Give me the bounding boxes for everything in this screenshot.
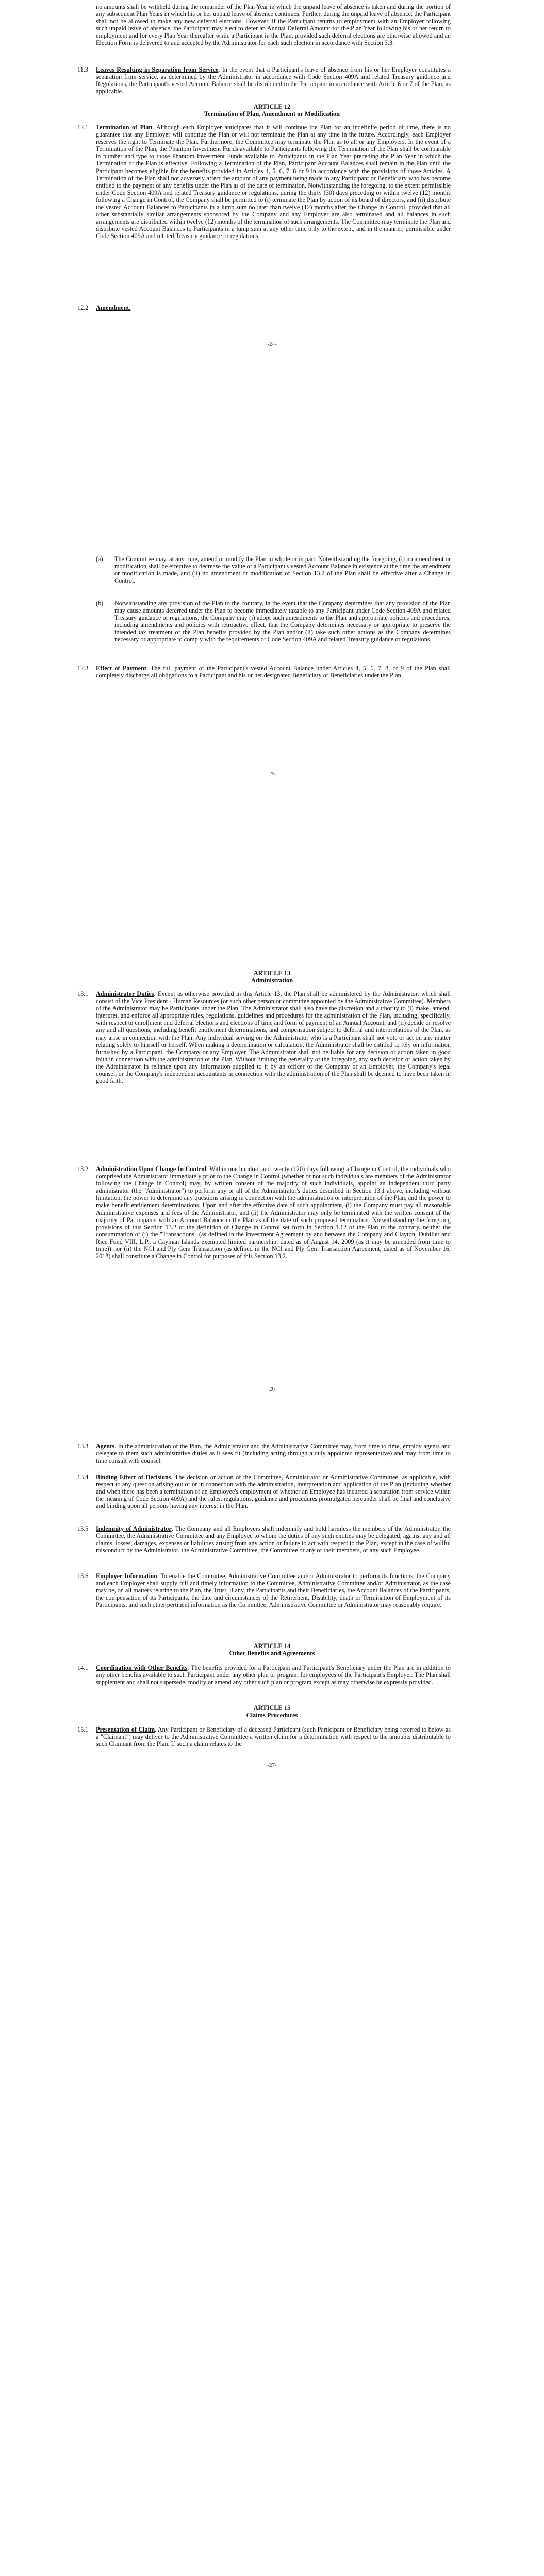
section-13-3-title: Agents	[96, 1443, 114, 1450]
section-12-2-a: The Committee may, at any time, amend or modify the Plan in whole or in part. Notwithstanding the foregoing, (i) no amendment or modification shall be effective to decrease the value of a Participant's vested Account Balance in existence at the time the amendment or modification is made, and (ii) no amendment or modification of Section 13.2 of the Plan shall be effective after a Change in Control.	[114, 555, 451, 585]
section-12-2-b-number: (b)	[96, 600, 104, 607]
section-12-2-number: 12.2	[77, 304, 89, 311]
article-12-label: ARTICLE 12	[253, 103, 291, 110]
article-12-title: Termination of Plan, Amendment or Modification	[204, 110, 340, 117]
section-13-4-text: . The decision or action of the Committee, Administrator or Administrative Committee, as applicable, with respect to any question arising out of or in connection with the administration, interpretation and application of the Plan (including whether and when there has been a termination of an Employee's employment or whether an Employee has incurred a separation from service within the meaning of Code Section 409A) and the rules, regulations, guidance and procedures promulgated hereunder shall be final and conclusive and binding upon all persons having any interest in the Plan.	[96, 1473, 451, 1510]
page-number: -24-	[267, 341, 277, 347]
section-14-1-number: 14.1	[77, 1664, 89, 1671]
section-12-3-title: Effect of Payment	[96, 665, 146, 672]
section-14-1	[96, 1664, 451, 1686]
article-14-title: Other Benefits and Agreements	[229, 1650, 315, 1657]
section-15-1-number: 15.1	[77, 1726, 89, 1733]
section-12-1	[96, 124, 451, 240]
section-13-6	[96, 1572, 451, 1608]
section-13-1	[96, 990, 451, 1084]
section-13-6-title: Employer Information	[96, 1572, 157, 1580]
section-15-1	[96, 1726, 451, 1748]
page-number: -26-	[267, 1386, 277, 1392]
section-12-3-text: . The full payment of the Participant's vested Account Balance under Articles 4, 5, 6, 7, 8, or 9 of the Plan shall completely discharge all obligations to a Participant and his or her designated Beneficiary or Beneficiaries under the Plan.	[96, 665, 451, 680]
section-13-6-number: 13.6	[77, 1572, 89, 1580]
section-13-1-text: . Except as otherwise provided in this Article 13, the Plan shall be administered by the Administrator, which shall consist of the Vice President - Human Resources (or such other person or committee appointed by the Administrative Committee). Members of the Administrator may be Participants under the Plan. The Administrator shall also have the discretion and authority to (i) make, amend, interpret, and enforce all appropriate rules, regulations, guidelines and procedures for the administration of the Plan, including, specifically, with respect to enrollment and deferral elections and elections of time and form of payment of an Annual Account, and (ii) decide or resolve any and all questions, including benefit entitlement determinations, and compensation subject to deferral and interpretations of the Plan, as may arise in connection with the Plan. Any individual serving on the Administrator who is a Participant shall not vote or act on any matter relating solely to himself or herself. When making a determination or calculation, the Administrator shall be entitled to rely on information furnished by a Participant, the Company or any Employer. The Administrator shall not be liable for any decision or action taken in good faith in connection with the administration of the Plan. Without limiting the generality of the foregoing, any such decision or action taken by the Administrator in reliance upon any information supplied to it by an officer of the Company or an Employer, the Company's legal counsel, or the Company's independent accountants in connection with the administration of the Plan shall be deemed to have been taken in good faith.	[96, 990, 451, 1085]
page-number: -27-	[267, 1762, 277, 1768]
section-11-3-title: Leaves Resulting in Separation from Service	[96, 66, 219, 73]
section-13-3-text: . In the administration of the Plan, the Administrator and the Administrative Committee may, from time to time, employ agents and delegate to them such administrative duties as it sees fit (including acting through a duly appointed representative) and may from time to time consult with counsel.	[96, 1443, 451, 1465]
section-11-3-text: . In the event that a Participant's leave of absence from his or her Employer constitutes a separation from service, as determined by the Administrator in accordance with Code Section 409A and related Treasury guidance and Regulations, the Participant's vested Account Balance shall be distributed to the Participant in accordance with Article 6 or 7 of the Plan, as applicable.	[96, 66, 451, 95]
section-12-1-text: . Although each Employer anticipates that it will continue the Plan for an indefinite period of time, there is no guarantee that any Employer will continue the Plan or will not terminate the Plan at any time in the future. Accordingly, each Employer reserves the right to Terminate the Plan. Furthermore, the Committee may terminate the Plan as to all or any Employers. In the event of a Termination of the Plan, the Phantom Investment Funds available to Participants following the Termination of the Plan shall be comparable in number and type to those Phantom Investment Funds available to Participants in the Plan Year preceding the Plan Year in which the Termination of the Plan is effective. Following a Termination of the Plan, Participant Account Balances shall remain in the Plan until the Participant becomes eligible for the benefits provided in Articles 4, 5, 6, 7, 8 or 9 in accordance with the provisions of those Articles. A Termination of the Plan shall not adversely affect the amount of any payment being made to any Participant or Beneficiary who has become entitled to the payment of any benefits under the Plan as of the date of termination. Notwithstanding the foregoing, to the extent permissible under Code Section 409A and related Treasury guidance or regulations, during the thirty (30) days preceding or within twelve (12) months following a Change in Control, the Company shall be permitted to (i) terminate the Plan by action of its board of directors, and (ii) distribute the vested Account Balances to Participants in a lump sum no later than twelve (12) months after the Change in Control, provided that all other substantially similar arrangements sponsored by the Company and any Employer are also terminated and all balances in such arrangements are distributed within twelve (12) months of the termination of such arrangements. The Committee may terminate the Plan and distribute vested Account Balances to Participants in a lump sum at any other time only to the extent, and in the manner, permissible under Code Section 409A and related Treasury guidance or regulations.	[96, 124, 451, 240]
section-12-3-number: 12.3	[77, 665, 89, 672]
section-15-1-title: Presentation of Claim	[96, 1726, 155, 1733]
article-13-label: ARTICLE 13	[253, 970, 291, 977]
section-13-1-title: Administrator Duties	[96, 990, 154, 997]
section-15-1-text: . Any Participant or Beneficiary of a deceased Participant (such Participant or Beneficiary being referred to below as a "Claimant") may deliver to the Administrative Committee a written claim for a determination with respect to the amounts distributable to such Claimant from the Plan. If such a claim relates to the	[96, 1726, 451, 1748]
section-12-2-title: Amendment.	[96, 304, 131, 311]
section-13-3-number: 13.3	[77, 1443, 89, 1450]
page-number: -25-	[267, 771, 277, 777]
section-13-4	[96, 1473, 451, 1510]
section-12-2-a-number: (a)	[96, 555, 103, 563]
article-14-label: ARTICLE 14	[253, 1642, 291, 1650]
section-12-1-number: 12.1	[77, 124, 89, 131]
section-11-3-number: 11.3	[77, 66, 88, 73]
section-13-5	[96, 1525, 451, 1554]
section-11-3	[96, 66, 451, 95]
section-12-3	[96, 665, 451, 679]
section-13-5-number: 13.5	[77, 1525, 89, 1532]
section-13-5-text: . The Company and all Employers shall indemnify and hold harmless the members of the Administrator, the Committee, the Administrative Committee and any Employee to whom the duties of any such entities may be delegated, against any and all claims, losses, damages, expenses or liabilities arising from any action or failure to act with respect to the Plan, except in the case of willful misconduct by the Administrator, the Administrative Committee, the Committee or any of their members, or any such Employee.	[96, 1525, 451, 1554]
section-13-1-number: 13.1	[77, 990, 89, 997]
section-14-1-title: Coordination with Other Benefits	[96, 1664, 188, 1671]
section-14-1-text: . The benefits provided for a Participant and Participant's Beneficiary under the Plan are in addition to any other benefits available to such Participant under any other plan or program for employees of the Participant's Employer. The Plan shall supplement and shall not supersede, modify or amend any other such plan or program except as may otherwise be expressly provided.	[96, 1664, 451, 1686]
section-13-4-title: Binding Effect of Decisions	[96, 1473, 171, 1481]
section-13-2	[96, 1165, 451, 1260]
article-15-label: ARTICLE 15	[253, 1704, 291, 1711]
section-13-6-text: . To enable the Committee, Administrative Committee and/or Administrator to perform its functions, the Company and each Employer shall supply full and timely information to the Committee, Administrative Committee and/or Administrator, as the case may be, on all matters relating to the Plan, the Trust, if any, the Participants and their Beneficiaries, the Account Balances of the Participants, the compensation of its Participants, the date and circumstances of the Retirement, Disability, death or Termination of Employment of its Participants, and such other pertinent information as the Committee, Administrative Committee or Administrator may reasonably require.	[96, 1572, 451, 1609]
article-15-title: Claims Procedures	[246, 1711, 298, 1719]
section-13-4-number: 13.4	[77, 1473, 89, 1481]
article-13-title: Administration	[251, 977, 293, 984]
section-13-2-number: 13.2	[77, 1165, 89, 1173]
section-13-2-title: Administration Upon Change In Control	[96, 1165, 206, 1173]
section-13-3	[96, 1443, 451, 1464]
section-13-5-title: Indemnity of Administrator	[96, 1525, 172, 1532]
section-12-1-title: Termination of Plan	[96, 124, 153, 131]
section-13-2-text: . Within one hundred and twenty (120) days following a Change in Control, the individuals who comprised the Administrator immediately prior to the Change in Control (whether or not such individuals are members of the Administrator following the Change in Control) may, by written consent of the majority of such individuals, appoint an independent third party administrator (the "Administrator") to perform any or all of the Administrator's duties described in Section 13.1 above, including without limitation, the power to determine any questions arising in connection with the administration or interpretation of the Plan, and the power to make benefit entitlement determinations. Upon and after the effective date of such appointment, (i) the Company must pay all reasonable Administrative expenses and fees of the Administrator, and (ii) the Administrator may only be terminated with the written consent of the majority of Participants with an Account Balance in the Plan as of the date of such proposed termination. Notwithstanding the foregoing provisions of this Section 13.2 or the definition of Change in Control set forth in Section 1.12 of the Plan to the contrary, neither the consummation of (i) the "Transactions" (as defined in the Investment Agreement by and between the Company and Clayton, Dubilier and Rice Fund VIII, L.P., a Cayman Islands exempted limited partnership, dated as of August 14, 2009 (as it may be amended from time to time)) nor (ii) the NCI and Ply Gem Transaction (as defined in the NCI and Ply Gem Transaction Agreement, dated as of November 16, 2018) shall constitute a Change in Control for purposes of this Section 13.2.	[96, 1165, 451, 1260]
section-12-2-b: Notwithstanding any provision of the Plan to the contrary, in the event that the Company determines that any provision of the Plan may cause amounts deferred under the Plan to become immediately taxable to any Participant under Code Section 409A and related Treasury guidance or regulations, the Company may (i) adopt such amendments to the Plan and appropriate policies and procedures, including amendments and policies with retroactive effect, that the Company determines necessary or appropriate to preserve the intended tax treatment of the Plan benefits provided by the Plan and/or (ii) take such other actions as the Company determines necessary or appropriate to comply with the requirements of Code Section 409A and related Treasury guidance or regulations.	[114, 600, 451, 643]
section-11-2-continuation: no amounts shall be withheld during the remainder of the Plan Year in which the unpaid leave of absence is taken and during the portion of any subsequent Plan Years in which his or her unpaid leave of absence continues. Further, during the unpaid leave of absence, the Participant shall not be allowed to make any new deferral elections. However, if the Participant returns to employment with an Employer following such unpaid leave of absence, the Participant may elect to defer an Annual Deferral Amount for the Plan Year following his or her return to employment and for every Plan Year thereafter while a Participant in the Plan, provided such deferral elections are otherwise allowed and an Election Form is delivered to and accepted by the Administrator for each such election in accordance with Section 3.3.	[96, 3, 451, 47]
